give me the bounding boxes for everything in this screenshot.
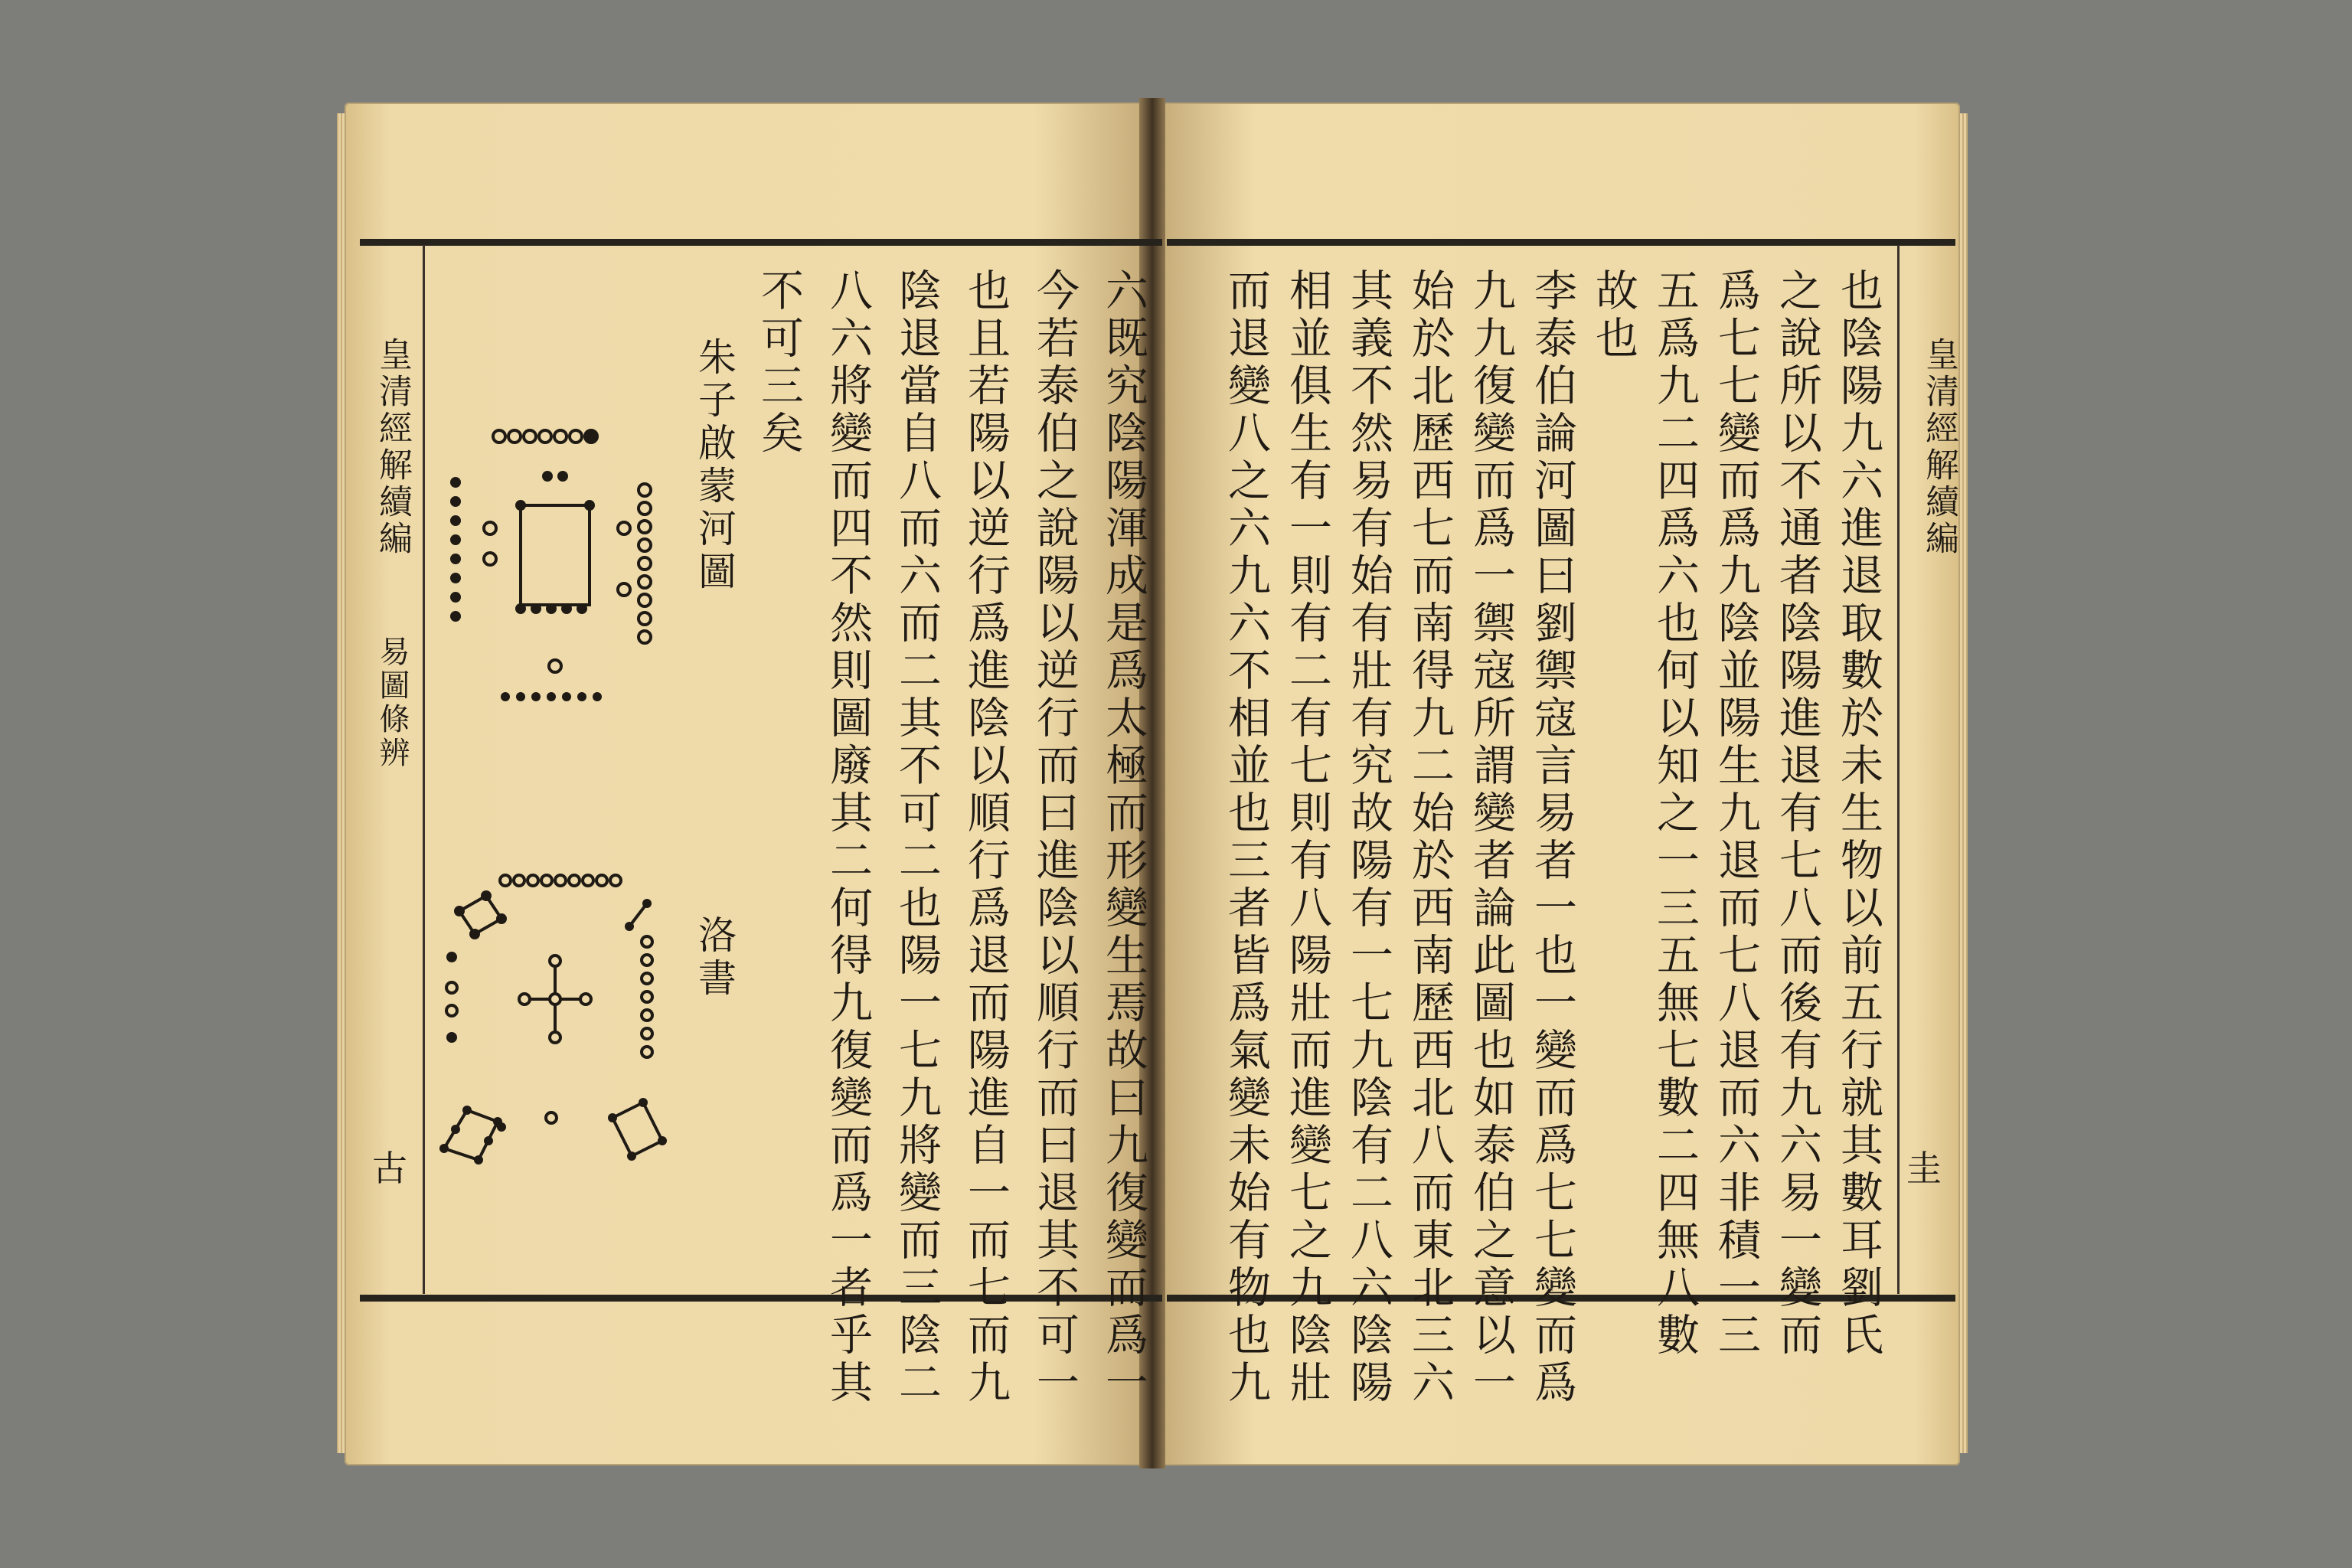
right-text-column-10: 相並俱生有一則有二有七則有八陽壯而進變七之九陰壯 (1282, 268, 1332, 1407)
right-text-column-11: 而退變八之六九六不相並也三者皆爲氣變未始有物也九 (1221, 268, 1271, 1407)
left-banner-title: 皇清經解續編 (373, 337, 412, 557)
left-page-number: 古 (372, 1148, 407, 1189)
right-text-column-3: 爲七七變而爲九陰並陽生九退而七八退而六非積一三 (1711, 268, 1761, 1360)
right-banner-title: 皇清經解續編 (1919, 337, 1958, 557)
left-text-column-3: 也且若陽以逆行爲進陰以順行爲退而陽進自一而七而九 (961, 268, 1011, 1407)
right-text-column-8: 始於北歷西七而南得九二始於西南歷西北八而東北三六 (1405, 268, 1455, 1407)
right-text-column-6: 李泰伯論河圖曰劉禦寇言易者一也一變而爲七七變而爲 (1527, 268, 1577, 1407)
right-text-column-1: 也陰陽九六進退取數於未生物以前五行就其數耳劉氏 (1834, 268, 1883, 1360)
left-text-column-2: 今若泰伯之說陽以逆行而曰進陰以順行而曰退其不可一 (1030, 268, 1080, 1407)
hetu-caption: 朱子啟蒙河圖 (692, 337, 737, 594)
left-banner-section: 易圖條辨 (374, 635, 410, 770)
right-text-column-9: 其義不然易有始有壯有究故陽有一七九陰有二八六陰陽 (1344, 268, 1393, 1407)
left-text-column-6: 不可三矣 (754, 268, 804, 458)
left-text-column-4: 陰退當自八而六而二其不可二也陽一七九將變而三陰二 (892, 268, 942, 1407)
left-text-column-1: 六既究陰陽渾成是爲太極而形變生焉故曰九復變而爲一 (1099, 268, 1148, 1407)
right-text-column-2: 之說所以不通者陰陽進退有七八而後有九六易一變而 (1772, 268, 1822, 1360)
right-text-column-5: 故也 (1589, 268, 1638, 363)
hetu-diagram (429, 413, 674, 723)
right-text-column-4: 五爲九二四爲六也何以知之一三五無七數二四無八數 (1650, 268, 1700, 1360)
right-page-number: 圭 (1906, 1148, 1942, 1189)
luoshu-caption: 洛書 (692, 915, 737, 1001)
right-banner-rule (1897, 245, 1900, 1294)
right-text-column-7: 九九復變而爲一禦寇所謂變者論此圖也如泰伯之意以一 (1466, 268, 1516, 1407)
luoshu-diagram (421, 858, 674, 1182)
left-text-column-5: 八六將變而四不然則圖廢其二何得九復變而爲一者乎其 (823, 268, 873, 1407)
